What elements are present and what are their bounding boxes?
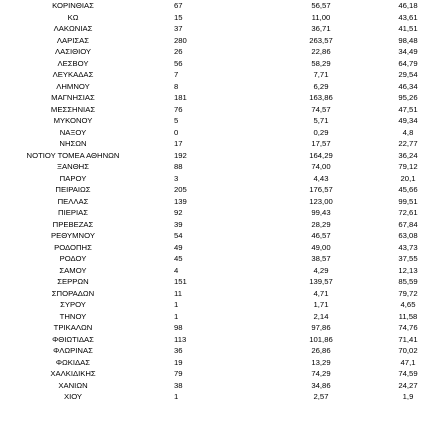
count-cell: 181	[174, 93, 187, 102]
count-cell: 36	[174, 346, 183, 355]
region-name-cell: ΧΑΛΚΙΔΙΚΗΣ	[50, 369, 96, 378]
table-row	[0, 368, 446, 380]
region-name-cell: ΜΥΚΟΝΟΥ	[53, 116, 93, 125]
region-name-cell: ΣΑΜΟΥ	[59, 265, 87, 275]
count-cell: 38	[174, 380, 183, 390]
value-cell: 2,57	[313, 392, 329, 401]
percent-cell: 43,73	[398, 242, 418, 252]
table-row	[0, 12, 446, 24]
percent-cell: 99,51	[398, 196, 418, 206]
region-name-cell: ΡΕΘΥΜΝΟΥ	[51, 231, 95, 240]
table-row	[0, 46, 446, 58]
value-cell: 123,00	[309, 196, 333, 206]
count-cell: 3	[174, 173, 179, 183]
value-cell: 49,00	[311, 242, 331, 252]
percent-cell: 34,49	[398, 47, 418, 56]
count-cell: 17	[174, 139, 183, 148]
region-name-cell: ΚΟΡΙΝΘΙΑΣ	[52, 1, 94, 10]
region-name-cell: ΜΕΣΣΗΝΙΑΣ	[50, 104, 96, 114]
table-row	[0, 253, 446, 265]
percent-cell: 36,24	[398, 150, 418, 160]
percent-cell: 1,9	[402, 392, 414, 401]
region-name-cell: ΤΗΝΟΥ	[59, 311, 87, 321]
table-row	[0, 242, 446, 254]
table-row	[0, 219, 446, 231]
count-cell: 5	[174, 116, 179, 125]
percent-cell: 43,61	[398, 12, 418, 22]
value-cell: 5,71	[313, 116, 329, 125]
table-row	[0, 380, 446, 392]
count-cell: 113	[174, 334, 187, 344]
region-name-cell: ΤΡΙΚΑΛΩΝ	[53, 323, 93, 332]
table-row	[0, 196, 446, 208]
percent-cell: 20,1	[400, 173, 416, 183]
region-name-cell: ΛΕΣΒΟΥ	[57, 58, 89, 68]
value-cell: 2,14	[313, 311, 329, 321]
count-cell: 151	[174, 277, 187, 286]
region-name-cell: ΛΑΡΙΣΑΣ	[56, 35, 90, 45]
region-name-cell: ΦΩΚΙΔΑΣ	[55, 357, 91, 367]
value-cell: 58,29	[311, 58, 331, 68]
value-cell: 38,57	[311, 254, 331, 263]
table-row	[0, 92, 446, 104]
count-cell: 26	[174, 47, 183, 56]
percent-cell: 12,13	[398, 265, 418, 275]
table-row	[0, 69, 446, 81]
table-row	[0, 345, 446, 357]
region-name-cell: ΦΛΩΡΙΝΑΣ	[53, 346, 93, 355]
table-row	[0, 127, 446, 139]
count-cell: 79	[174, 369, 183, 378]
region-name-cell: ΛΑΚΩΝΙΑΣ	[53, 24, 93, 33]
value-cell: 56,57	[311, 1, 331, 10]
percent-cell: 74,76	[398, 323, 418, 332]
value-cell: 7,71	[313, 70, 329, 79]
count-cell: 192	[174, 150, 187, 160]
count-cell: 139	[174, 196, 187, 206]
value-cell: 1,71	[313, 300, 329, 309]
percent-cell: 11,58	[398, 311, 418, 321]
count-cell: 88	[174, 162, 183, 171]
value-cell: 4,43	[313, 173, 329, 183]
region-name-cell: ΡΟΔΟΠΗΣ	[54, 242, 92, 252]
value-cell: 26,86	[311, 346, 331, 355]
table-row	[0, 173, 446, 185]
region-name-cell: ΠΙΕΡΙΑΣ	[58, 208, 88, 217]
value-cell: 163,86	[309, 93, 333, 102]
percent-cell: 95,26	[398, 93, 418, 102]
region-name-cell: ΣΥΡΟΥ	[60, 300, 86, 309]
percent-cell: 63,08	[398, 231, 418, 240]
value-cell: 97,86	[311, 323, 331, 332]
count-cell: 1	[174, 300, 179, 309]
percent-cell: 64,79	[398, 58, 418, 68]
table-row	[0, 288, 446, 300]
value-cell: 13,29	[311, 357, 331, 367]
region-name-cell: ΞΑΝΘΗΣ	[57, 162, 89, 171]
count-cell: 98	[174, 323, 183, 332]
table-row	[0, 230, 446, 242]
value-cell: 36,71	[311, 24, 331, 33]
region-name-cell: ΠΕΛΛΑΣ	[57, 196, 89, 206]
percent-cell: 47,51	[398, 104, 418, 114]
percent-cell: 85,59	[398, 277, 418, 286]
region-name-cell: ΡΟΔΟΥ	[59, 254, 87, 263]
percent-cell: 29,54	[398, 70, 418, 79]
count-cell: 0	[174, 127, 179, 137]
value-cell: 11,00	[311, 12, 331, 22]
table-row	[0, 299, 446, 311]
region-name-cell: ΝΟΤΙΟΥ ΤΟΜΕΑ ΑΘΗΝΩΝ	[26, 150, 120, 160]
percent-cell: 4,8	[402, 127, 414, 137]
value-cell: 101,86	[309, 334, 333, 344]
percent-cell: 41,51	[398, 24, 418, 33]
region-name-cell: ΠΕΙΡΑΙΩΣ	[55, 185, 91, 194]
region-name-cell: ΜΑΓΝΗΣΙΑΣ	[51, 93, 95, 102]
table-row	[0, 104, 446, 116]
percent-cell: 74,59	[398, 369, 418, 378]
count-cell: 37	[174, 24, 183, 33]
table-row	[0, 161, 446, 173]
percent-cell: 98,48	[398, 35, 418, 45]
region-name-cell: ΦΘΙΩΤΙΔΑΣ	[52, 334, 94, 344]
count-cell: 19	[174, 357, 183, 367]
region-name-cell: ΚΩ	[67, 12, 79, 22]
percent-cell: 46,34	[398, 81, 418, 91]
percent-cell: 47,1	[400, 357, 416, 367]
table-row	[0, 357, 446, 369]
table-row	[0, 276, 446, 288]
count-cell: 1	[174, 311, 179, 321]
table-row	[0, 391, 446, 403]
count-cell: 49	[174, 242, 183, 252]
region-name-cell: ΛΕΥΚΑΔΑΣ	[52, 70, 94, 79]
value-cell: 4,29	[313, 265, 329, 275]
value-cell: 28,29	[311, 219, 331, 229]
percent-cell: 72,61	[398, 208, 418, 217]
region-name-cell: ΛΗΜΝΟΥ	[56, 81, 90, 91]
value-cell: 176,57	[309, 185, 333, 194]
value-cell: 22,86	[311, 47, 331, 56]
value-cell: 74,57	[311, 104, 331, 114]
table-row	[0, 138, 446, 150]
value-cell: 99,43	[311, 208, 331, 217]
table-row	[0, 35, 446, 47]
value-cell: 4,71	[313, 288, 329, 298]
value-cell: 17,57	[311, 139, 331, 148]
percent-cell: 49,34	[398, 116, 418, 125]
percent-cell: 67,84	[398, 219, 418, 229]
table-row	[0, 115, 446, 127]
count-cell: 280	[174, 35, 187, 45]
table-row	[0, 265, 446, 277]
region-name-cell: ΣΠΟΡΑΔΩΝ	[51, 288, 95, 298]
region-name-cell: ΣΕΡΡΩΝ	[57, 277, 89, 286]
region-name-cell: ΧΑΝΙΩΝ	[58, 380, 88, 390]
count-cell: 11	[174, 288, 182, 298]
percent-cell: 46,18	[398, 1, 418, 10]
count-cell: 205	[174, 185, 187, 194]
value-cell: 164,29	[309, 150, 333, 160]
percent-cell: 71,41	[398, 334, 418, 344]
count-cell: 45	[174, 254, 183, 263]
count-cell: 39	[174, 219, 183, 229]
value-cell: 74,00	[311, 162, 331, 171]
count-cell: 54	[174, 231, 183, 240]
percent-cell: 45,66	[398, 185, 418, 194]
value-cell: 6,29	[313, 81, 329, 91]
table-row	[0, 150, 446, 162]
value-cell: 74,29	[311, 369, 331, 378]
percent-cell: 79,12	[398, 162, 418, 171]
value-cell: 46,57	[311, 231, 331, 240]
table-row	[0, 184, 446, 196]
value-cell: 0,29	[313, 127, 329, 137]
region-name-cell: ΛΑΣΙΘΙΟΥ	[54, 47, 92, 56]
count-cell: 15	[174, 12, 183, 22]
region-name-cell: ΧΙΟΥ	[63, 392, 83, 401]
value-cell: 34,86	[311, 380, 331, 390]
count-cell: 92	[174, 208, 183, 217]
count-cell: 67	[174, 1, 183, 10]
region-name-cell: ΝΑΞΟΥ	[59, 127, 87, 137]
table-row	[0, 58, 446, 70]
region-name-cell: ΝΗΣΩΝ	[59, 139, 87, 148]
count-cell: 76	[174, 104, 183, 114]
percent-cell: 4,65	[400, 300, 416, 309]
table-row	[0, 311, 446, 323]
count-cell: 4	[174, 265, 179, 275]
table-row	[0, 81, 446, 93]
table-row	[0, 334, 446, 346]
region-name-cell: ΠΑΡΟΥ	[59, 173, 87, 183]
count-cell: 1	[174, 392, 179, 401]
percent-cell: 79,72	[398, 288, 418, 298]
value-cell: 139,57	[309, 277, 333, 286]
region-name-cell: ΠΡΕΒΕΖΑΣ	[52, 219, 94, 229]
percent-cell: 22,77	[398, 139, 418, 148]
table-row	[0, 0, 446, 12]
percent-cell: 37,55	[398, 254, 418, 263]
count-cell: 56	[174, 58, 183, 68]
table-row	[0, 23, 446, 35]
count-cell: 8	[174, 81, 179, 91]
value-cell: 263,57	[309, 35, 333, 45]
percent-cell: 24,27	[398, 380, 418, 390]
table-row	[0, 322, 446, 334]
percent-cell: 70,02	[398, 346, 418, 355]
count-cell: 7	[174, 70, 179, 79]
table-row	[0, 207, 446, 219]
